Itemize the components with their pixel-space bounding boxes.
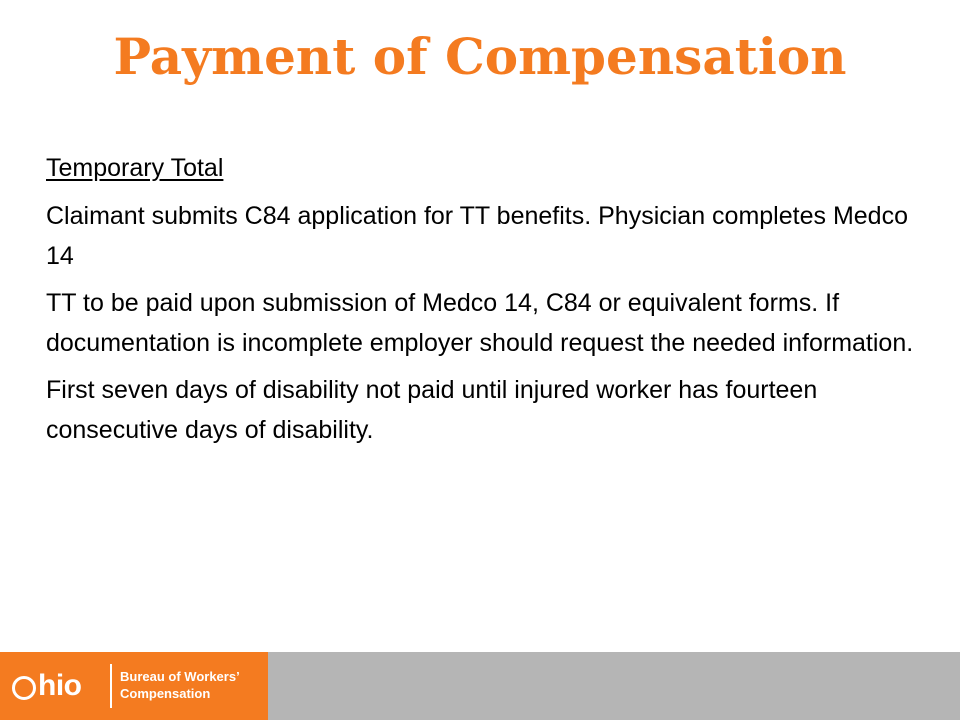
paragraph-3: First seven days of disability not paid until injured worker has fourteen consecutive days of disability. — [46, 376, 818, 444]
logo-divider — [110, 664, 112, 708]
paragraph-1: Claimant submits C84 application for TT benefits. Physician completes Medco 14 — [46, 202, 908, 270]
logo-agency-name — [120, 668, 240, 702]
ohio-bwc-logo — [0, 652, 268, 720]
paragraph-2: TT to be paid upon submission of Medco 14, C84 or equivalent forms. If documentation is incomplete employer should request the needed information. — [46, 289, 914, 357]
logo-line-1: Bureau of Workers’ — [120, 669, 240, 684]
section-heading: Temporary Total — [46, 154, 224, 182]
logo-line-2: Compensation — [120, 686, 211, 701]
slide-body — [46, 148, 926, 457]
ohio-wordmark — [12, 662, 82, 710]
ohio-o-icon — [12, 676, 36, 700]
footer-bar — [0, 652, 960, 720]
slide-title: Payment of Compensation — [113, 27, 847, 86]
ohio-wordmark-text: hio — [38, 669, 82, 702]
